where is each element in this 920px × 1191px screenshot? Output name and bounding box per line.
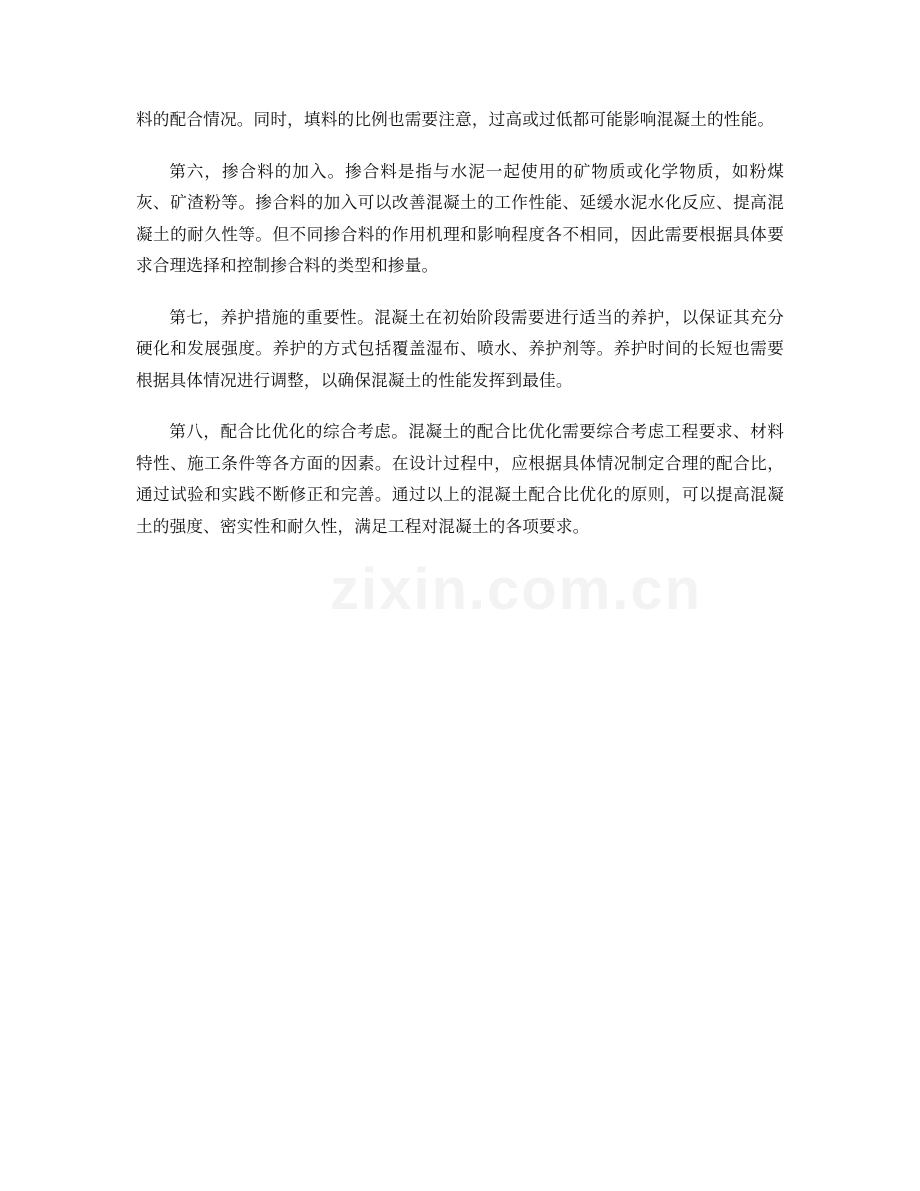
paragraph-seventh-curing: 第七，养护措施的重要性。混凝土在初始阶段需要进行适当的养护，以保证其充分硬化和发展强度。养护的方式包括覆盖湿布、喷水、养护剂等。养护时间的长短也需要根据具体情况进行调整，以确保混凝土的性能发挥到最佳。 (136, 307, 784, 390)
paragraph-eighth-optimization: 第八，配合比优化的综合考虑。混凝土的配合比优化需要综合考虑工程要求、材料特性、施工条件等各方面的因素。在设计过程中，应根据具体情况制定合理的配合比，通过试验和实践不断修正和完善。通过以上的混凝土配合比优化的原则，可以提高混凝土的强度、密实性和耐久性，满足工程对混凝土的各项要求。 (136, 422, 784, 536)
paragraph-continuation: 料的配合情况。同时，填料的比例也需要注意，过高或过低都可能影响混凝土的性能。 (136, 110, 775, 129)
paragraph-sixth-admixture: 第六，掺合料的加入。掺合料是指与水泥一起使用的矿物质或化学物质，如粉煤灰、矿渣粉等。掺合料的加入可以改善混凝土的工作性能、延缓水泥水化反应、提高混凝土的耐久性等。但不同掺合料的作用机理和影响程度各不相同，因此需要根据具体要求合理选择和控制掺合料的类型和掺量。 (136, 161, 784, 275)
watermark: zixin.com.cn (330, 557, 703, 622)
document-body (136, 104, 784, 562)
